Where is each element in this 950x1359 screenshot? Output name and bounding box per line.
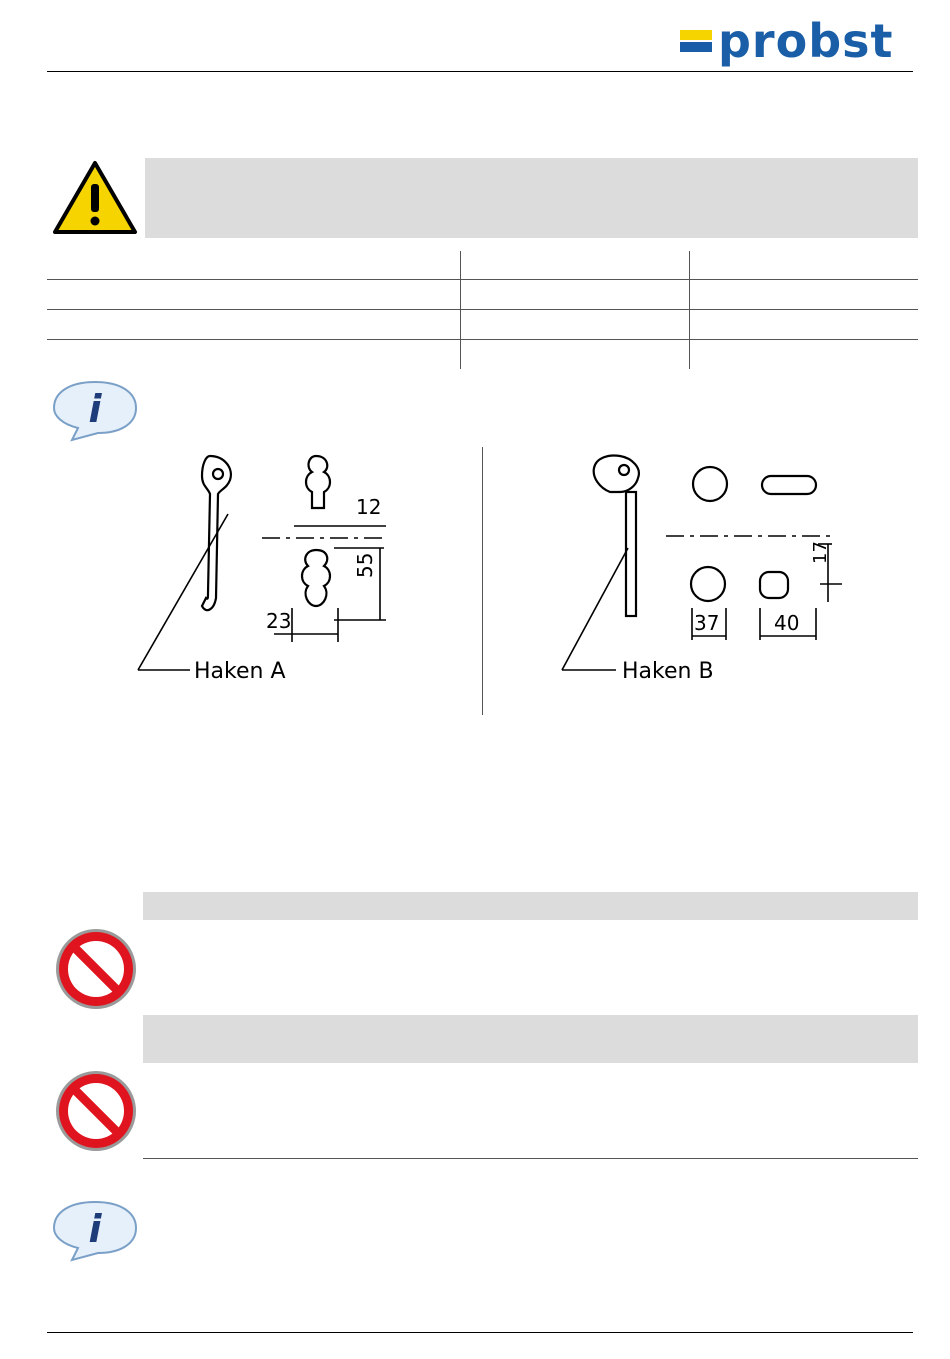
prohibition-icon <box>52 1068 140 1154</box>
hook-b-drawing <box>552 448 852 690</box>
info-bubble-icon <box>50 1198 140 1264</box>
footer-rule <box>47 1332 913 1333</box>
prohibition-header-1 <box>143 892 918 920</box>
warning-box <box>145 158 918 238</box>
dim-a-23: 23 <box>266 609 292 633</box>
hook-a-drawing <box>128 448 408 690</box>
info-bubble-icon <box>50 378 140 444</box>
svg-text:i: i <box>88 1207 102 1251</box>
dim-b-40: 40 <box>774 611 800 635</box>
table-row-divider <box>47 309 918 310</box>
prohibition-header-2 <box>143 1015 918 1063</box>
hook-b-label: Haken B <box>622 659 714 684</box>
prohibition-icon <box>52 926 140 1012</box>
probst-logo <box>680 14 910 70</box>
header-rule <box>47 71 913 72</box>
section-rule <box>143 1158 918 1159</box>
logo-blue-bar <box>680 42 712 52</box>
table-row-divider <box>47 279 918 280</box>
logo-text: probst <box>718 14 894 68</box>
table-col-divider <box>460 251 461 369</box>
dim-b-37: 37 <box>694 611 720 635</box>
dim-a-55: 55 <box>353 552 377 578</box>
dim-a-12: 12 <box>356 495 382 519</box>
figure-divider <box>482 447 483 715</box>
table-row-divider <box>47 339 918 340</box>
hook-a-label: Haken A <box>194 659 286 684</box>
table-col-divider <box>689 251 690 369</box>
dim-b-17: 17 <box>810 541 831 564</box>
svg-text:i: i <box>88 387 102 431</box>
warning-triangle-icon <box>52 160 138 236</box>
logo-yellow-bar <box>680 30 712 40</box>
